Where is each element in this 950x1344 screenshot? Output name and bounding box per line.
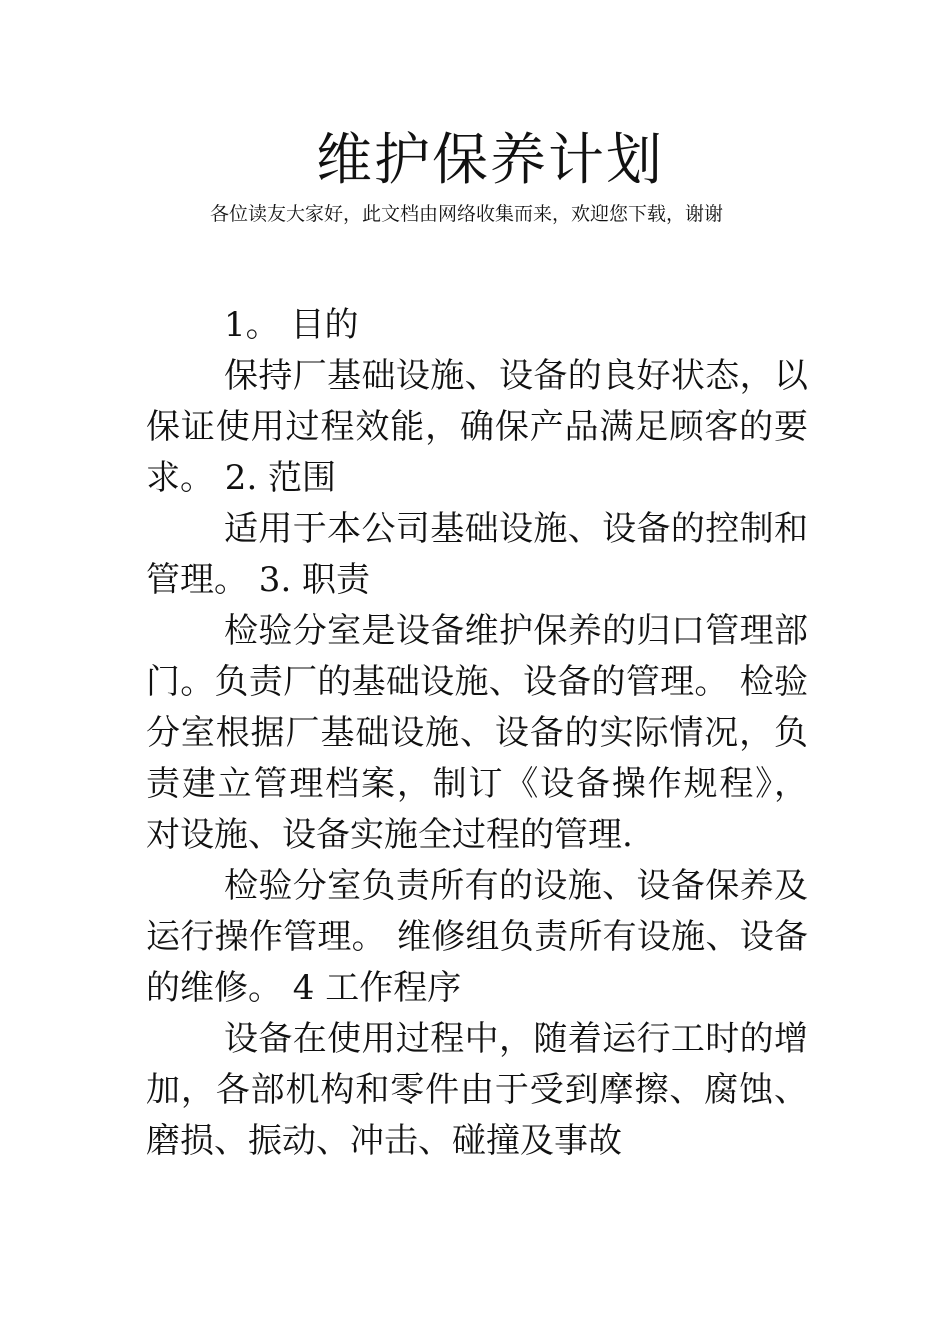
paragraph-procedure: 设备在使用过程中，随着运行工时的增加，各部机构和零件由于受到摩擦、腐蚀、磨损、振动、冲击、碰撞及事故 (146, 1019, 808, 1161)
document-title: 维护保养计划 (316, 128, 664, 193)
paragraph-maintenance-duty: 检验分室负责所有的设施、设备保养及运行操作管理。 维修组负责所有设施、设备的维修。 4 工作程序 (146, 866, 808, 1008)
paragraph-purpose: 保持厂基础设施、设备的良好状态，以保证使用过程效能，确保产品满足顾客的要求。 2. 范围 (146, 356, 808, 498)
paragraph-scope: 适用于本公司基础设施、设备的控制和管理。 3. 职责 (146, 509, 808, 600)
paragraph-purpose-heading: 1。 目的 (224, 305, 359, 345)
download-note: 各位读友大家好，此文档由网络收集而来，欢迎您下载，谢谢 (210, 203, 724, 225)
paragraph-responsibility: 检验分室是设备维护保养的归口管理部门。负责厂的基础设施、设备的管理。 检验分室根据厂基础设施、设备的实际情况，负责建立管理档案，制订《设备操作规程》，对设施、设备实施全过程的管理. (146, 611, 808, 855)
document-body (146, 300, 808, 1167)
